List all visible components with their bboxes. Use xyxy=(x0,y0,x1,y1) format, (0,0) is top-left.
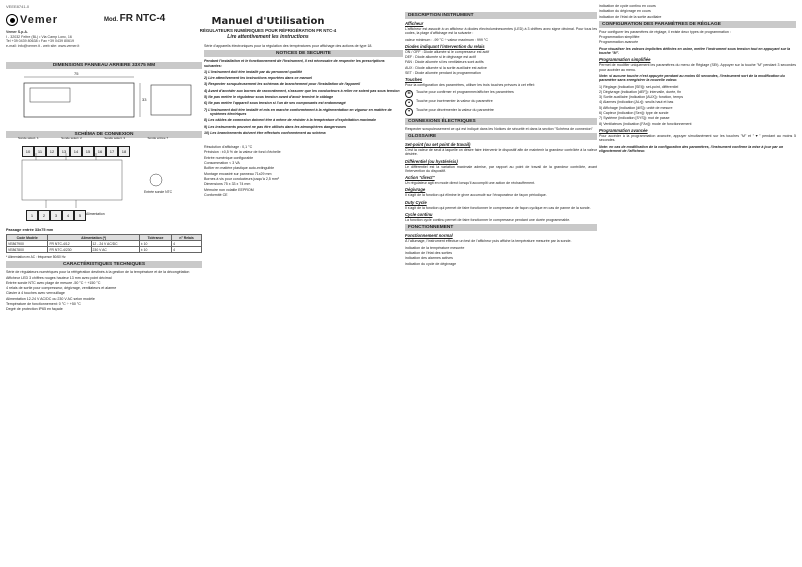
panel-drawing xyxy=(6,71,202,129)
dim-width-label: 75 xyxy=(74,71,79,76)
display-range: valeur minimum : -99 °C ÷ valeur maximum : 999 °C xyxy=(405,37,488,42)
company-address xyxy=(6,30,96,48)
terminal: 14 xyxy=(70,146,82,157)
table-cell: 4 xyxy=(172,247,202,253)
terminal-strip-bottom xyxy=(26,210,86,221)
table-note: * Alimentation en AC : fréquence 50/60 Hz xyxy=(6,255,66,259)
column-2 xyxy=(204,44,403,567)
safety-intro: Pendant l'installation et le fonctionnement de l'instrument, il est nécessaire de respecter les prescriptions suivantes: xyxy=(204,59,385,68)
logo-text: Vemer xyxy=(20,14,59,26)
web-line: e-mail: info@vemer.it - web site: www.vemer.it xyxy=(6,43,80,48)
action-subtitle: Action "direct" xyxy=(405,175,435,181)
param-group: 4) Alarmes (indication [ALr]): seuils haut et bas xyxy=(599,100,674,105)
key-text: Touche pour décrémenter la valeur du paramètre xyxy=(416,107,494,112)
table-header: Alimentation (*) xyxy=(48,235,139,241)
terminal: 18 xyxy=(118,146,130,157)
param-item: Bornes à vis pour conducteurs jusqu'à 2,5 mm² xyxy=(204,176,279,181)
vemer-logo xyxy=(6,14,58,26)
led-item: SET : Diode allumée pendant la programmation xyxy=(405,71,481,76)
config-header: CONFIGURATION DES PARAMÈTRES DE RÉGLAGE xyxy=(599,21,796,28)
differential-subtitle: Différentiel (ou hystérésis) xyxy=(405,158,458,164)
safety-item: 7) L'instrument doit être installé et mis en marche conformément à la réglementation en vigueur en matière de systèmes électriques xyxy=(204,107,392,116)
display-outline xyxy=(30,88,70,102)
setpoint-text: C'est la valeur de seuil à laquelle on désire faire intervenir le dispositif afin de maintenir la grandeur contrôlée à la valeur désirée. xyxy=(405,147,597,157)
cycle-text: La fonction cycle continu permet de faire fonctionner le compresseur pendant une durée programmable. xyxy=(405,218,571,223)
defrost-text: Il s'agit de la fonction qui élimine le givre accumulé sur l'évaporateur de façon périodique. xyxy=(405,193,547,198)
action-text: Un régulateur agit en mode direct lorsqu'il accomplit une action de réchauffement. xyxy=(405,181,536,186)
list-item: Température de fonctionnement: 0 °C ÷ +50 °C xyxy=(6,302,81,307)
manual-title-block xyxy=(137,16,399,40)
param-item: Dimensions 75 x 33 x 74 mm xyxy=(204,182,251,187)
address-line: I - 32032 Feltre (BL) • Via Camp Lonc, 16 xyxy=(6,34,72,39)
key-row xyxy=(405,99,597,107)
cycle-subtitle: Cycle continu xyxy=(405,212,433,218)
doc-code: VEEE8741-0 xyxy=(6,4,30,9)
safety-item: 5) Ne pas mettre le régulateur sous tension avant d'avoir terminé le câblage xyxy=(204,95,334,100)
terminal: 2 xyxy=(38,210,50,221)
dim-height-label: 33 xyxy=(142,97,147,102)
safety-item: 9) Les instruments peuvent ne pas être utilisés dans les atmosphères dangereuses xyxy=(204,124,347,129)
keys-subtitle: Touches xyxy=(405,77,423,83)
param-item: Montage encastré sur panneau 71x29 mm xyxy=(204,171,272,176)
intro-text: Série d'appareils électroniques pour la régulation des températures pour affichage des actions de type 18. xyxy=(204,44,373,48)
terminal: 3 xyxy=(50,210,62,221)
param-item: Consommation < 3 VA xyxy=(204,161,240,166)
terminal: 15 xyxy=(82,146,94,157)
safety-item: 1) L'instrument doit être installé par du personnel qualifié xyxy=(204,69,303,74)
operation-item: indication de l'état des sorties xyxy=(405,250,453,255)
config-item: Programmation simplifiée xyxy=(599,35,640,40)
key-row xyxy=(405,108,597,116)
terminal: 5 xyxy=(74,210,86,221)
key-row xyxy=(405,90,597,98)
table-cell: FR NTC-4/12 xyxy=(48,241,91,247)
simple-subtitle: Programmation simplifiée xyxy=(599,57,651,63)
display-text: L'afficheur est associé à un afficheur à diodes électroluminescentes (LED) à 3 chiffres avec signe décimal. Pour tous les codes, la plage d'affichage est la suivante : xyxy=(405,27,597,36)
cycle-item: indication de cycle continu en cours xyxy=(599,4,656,8)
cycle-item: indication de l'état de la sortie auxiliaire xyxy=(599,14,662,19)
operation-item: indication du cycle de dégivrage xyxy=(405,261,457,266)
connections-header: CONNEXIONS ÉLECTRIQUES xyxy=(405,118,597,125)
table-title: Passage entrée 33x75 mm xyxy=(6,228,54,232)
list-item: Entrée sonde NTC avec plage de mesure -50 °C ÷ +150 °C xyxy=(6,280,101,285)
wiring-header: SCHÉMA DE CONNEXION xyxy=(6,131,202,138)
manual-subtitle-2: Lire attentivement les instructions xyxy=(227,34,309,40)
side-profile-outline xyxy=(151,85,191,115)
duty-text: Il s'agit de la fonction qui permet de faire fonctionner le compresseur de façon cyclique en cas de panne de la sonde. xyxy=(405,205,591,210)
connections-text: Respecter scrupuleusement ce qui est indiqué dans les Notices de sécurité et dans la section "Schéma de connexion" xyxy=(405,126,593,131)
param-item: Boîtier en matière plastique auto-extinguible xyxy=(204,166,275,171)
param-group: 6) Capteur (indication [Sen]): type de sonde xyxy=(599,111,669,116)
wiring-diagram xyxy=(6,136,202,228)
simple-text: Permet de modifier uniquement les paramètres du menu de Réglage (SEt). Appuyer sur la touche "M" pendant 3 secondes pour accéder au menu. xyxy=(599,63,796,72)
table-cell: 4 xyxy=(172,241,202,247)
terminal: 16 xyxy=(94,146,106,157)
safety-item: 10) Les branchements doivent être effectués conformément au schéma xyxy=(204,130,326,135)
keys-intro: Pour la configuration des paramètres, utiliser les trois touches prévues à cet effet: xyxy=(405,83,535,88)
setpoint-subtitle: Set-point (ou set point de travail) xyxy=(405,141,471,147)
list-item: Série de régulateurs numériques pour la réfrigération destinés à la gestion de la température et de la décongélation xyxy=(6,270,190,275)
safety-item: 3) Respecter scrupuleusement les schémas de branchement pour l'installation de l'appareil xyxy=(204,82,361,87)
led-item: DEF : Diode allumée si le dégivrage est actif xyxy=(405,55,476,60)
param-group: 3) Sortie auxiliaire (indication [AUX]): fonction, temps xyxy=(599,95,684,100)
safety-header: NOTICES DE SECURITE xyxy=(204,50,403,57)
operation-text: À l'allumage, l'instrument effectue un test de l'afficheur puis affiche la température mesurée par la sonde. xyxy=(405,239,572,244)
terminal: 17 xyxy=(106,146,118,157)
operation-subtitle: Fonctionnement normal xyxy=(405,233,453,239)
column-4 xyxy=(599,4,796,567)
panel-diagram-svg xyxy=(6,71,202,129)
list-item: Alimentation 12-24 V AC/DC ou 230 V AC selon modèle xyxy=(6,296,95,301)
panel-dimensions-header: DIMENSIONS PANNEAU ARRIERE 33X75 MM xyxy=(6,62,202,69)
wiring-label: Sonde sélect. 2 xyxy=(61,136,82,140)
defrost-subtitle: Dégivrage xyxy=(405,187,426,193)
config-note: Pour visualiser les valeurs implicites définies en usine, mettre l'instrument sous tension tout en appuyant sur la touche "M". xyxy=(599,46,791,56)
config-intro: Pour configurer les paramètres de réglage, il existe deux types de programmation : xyxy=(599,29,731,34)
table-cell: FR NTC-4/230 xyxy=(48,247,91,253)
table-header: Tolérance xyxy=(139,235,171,241)
safety-item: 6) Ne pas mettre l'appareil sous tension si l'un de ses composants est endommagé xyxy=(204,101,346,106)
column-3 xyxy=(405,10,597,567)
list-item: Afficheur LED 3 chiffres rouges hauteur 13 mm avec point décimal xyxy=(6,275,112,280)
model-name: FR NTC-4 xyxy=(119,13,166,24)
column-1 xyxy=(6,60,202,567)
wiring-label: Sonde entrée 7 xyxy=(147,136,168,140)
param-group: 2) Dégivrage (indication [dEF]): intervalle, durée, fin xyxy=(599,89,682,94)
table-row xyxy=(7,247,202,253)
table-cell: 230 V AC xyxy=(91,247,139,253)
manual-subtitle: RÉGULATEURS NUMÉRIQUES POUR RÉFRIGÉRATION FR NTC-4 xyxy=(199,28,337,33)
table-cell: ± 10 xyxy=(139,247,171,253)
manual-title: Manuel d'Utilisation xyxy=(211,16,325,27)
logo-mark-icon xyxy=(6,14,18,26)
safety-item: 4) Avant d'accéder aux bornes de raccordement, s'assurer que les conducteurs à relier ne soient pas sous tension xyxy=(204,88,400,93)
table-cell: VE867900 xyxy=(7,241,48,247)
led-item: FAN : Diode allumée si les ventilateurs sont actifs xyxy=(405,60,484,65)
terminal: 13 xyxy=(58,146,70,157)
param-group: 8) Ventilateurs (indication [FAn]): mode de fonctionnement xyxy=(599,121,692,126)
list-item: Clavier à 4 touches avec verrouillage xyxy=(6,291,65,296)
param-group: 5) Affichage (indication [diS]): unité de mesure xyxy=(599,105,673,110)
probe-label: Entrée sonde NTC xyxy=(144,190,173,194)
safety-item: 8) Les câbles de connexion doivent être à même de résister à la température d'exploitation maximale xyxy=(204,118,377,123)
param-group: 1) Réglage (indication [SEt]): set-point, différentiel xyxy=(599,84,679,89)
table-header: Code Modèle xyxy=(7,235,48,241)
table-cell: 12 - 24 V AC/DC xyxy=(91,241,139,247)
terminal: 11 xyxy=(34,146,46,157)
leds-subtitle: Diodes indiquant l'intervention du relais xyxy=(405,43,485,49)
company-name: Vemer S.p.A. xyxy=(6,30,28,34)
glossary-header: GLOSSAIRE xyxy=(405,133,597,140)
key-text: Touche pour confirmer et programmer/afficher les paramètres xyxy=(416,89,514,94)
tech-chars-header: CARACTÉRISTIQUES TECHNIQUES xyxy=(6,261,202,268)
up-key-icon: ▲ xyxy=(405,99,413,107)
terminal: 1 xyxy=(26,210,38,221)
final-note: Note: en cas de modification de la configuration des paramètres, l'instrument confirme la mise à jour par un clignotement de l'afficheur. xyxy=(599,144,784,153)
key-text: Touche pour incrémenter la valeur du paramètre xyxy=(416,98,493,103)
probe-symbol xyxy=(150,174,162,186)
table-cell: ± 10 xyxy=(139,241,171,247)
desc-header: DESCRIPTION INSTRUMENT xyxy=(405,12,597,19)
controller-body xyxy=(22,160,122,200)
list-item: Degré de protection IP65 en façade xyxy=(6,307,63,312)
timeout-warning: Note: si aucune touche n'est appuyée pendant au moins 60 secondes, l'instrument sort de la modification du paramètre sans enregistrer la nouvelle valeur. xyxy=(599,73,785,83)
led-item: ON / OFF : Diode allumée si le compresseur est actif xyxy=(405,49,490,54)
operation-item: indication des alarmes actives xyxy=(405,256,453,261)
terminal: 4 xyxy=(62,210,74,221)
config-item: Programmation avancée xyxy=(599,40,639,45)
param-item: Résolution d'affichage : 0,1 °C xyxy=(204,145,253,150)
table-header: n° Relais xyxy=(172,235,202,241)
contact-line: Tel +39 0439 80638 • Fax +39 0439 80619 xyxy=(6,39,74,44)
wiring-label: Sonde sélect. 1 xyxy=(18,136,39,140)
models-table xyxy=(6,234,202,253)
led-item: AUX : Diode allumée si la sortie auxiliaire est active xyxy=(405,65,487,70)
supply-label: Alimentation xyxy=(86,212,105,216)
m-key-icon: M xyxy=(405,90,413,98)
param-item: Entrée numérique configurable xyxy=(204,155,254,160)
list-item: 4 relais de sortie pour compresseur, dégivrage, ventilateurs et alarme xyxy=(6,286,117,291)
param-group: 7) Système (indication [SYS]): mot de passe xyxy=(599,116,670,121)
mod-prefix: Mod. xyxy=(104,17,118,23)
operation-item: indication de la température mesurée xyxy=(405,245,465,250)
down-key-icon: ▼ xyxy=(405,108,413,116)
differential-text: Le différentiel est la variation maximale admise, par rapport au point de travail de la grandeur contrôlée, avant l'intervention du dispositif. xyxy=(405,164,597,173)
wiring-label: Sonde sélect. 3 xyxy=(104,136,125,140)
display-subtitle: Afficheur xyxy=(405,21,424,26)
duty-subtitle: Duty Cycle xyxy=(405,199,427,205)
advanced-subtitle: Programmation avancée xyxy=(599,127,648,133)
cycle-item: indication du dégivrage en cours xyxy=(599,9,651,14)
param-item: Conformité CE xyxy=(204,192,228,197)
operation-header: FONCTIONNEMENT xyxy=(405,224,597,231)
advanced-text: Pour accéder à la programmation avancée, appuyer simultanément sur les touches "M" et "▼" pendant au moins 5 secondes. xyxy=(599,133,796,143)
terminal: 10 xyxy=(22,146,34,157)
param-item: Précision : ±0,5 % de la valeur de fond d'échelle xyxy=(204,150,281,155)
terminal: 12 xyxy=(46,146,58,157)
param-item: Mémoire non volatile EEPROM xyxy=(204,187,254,192)
safety-item: 2) Lire attentivement les instructions reportées dans ce manuel xyxy=(204,76,313,81)
table-cell: VE867800 xyxy=(7,247,48,253)
